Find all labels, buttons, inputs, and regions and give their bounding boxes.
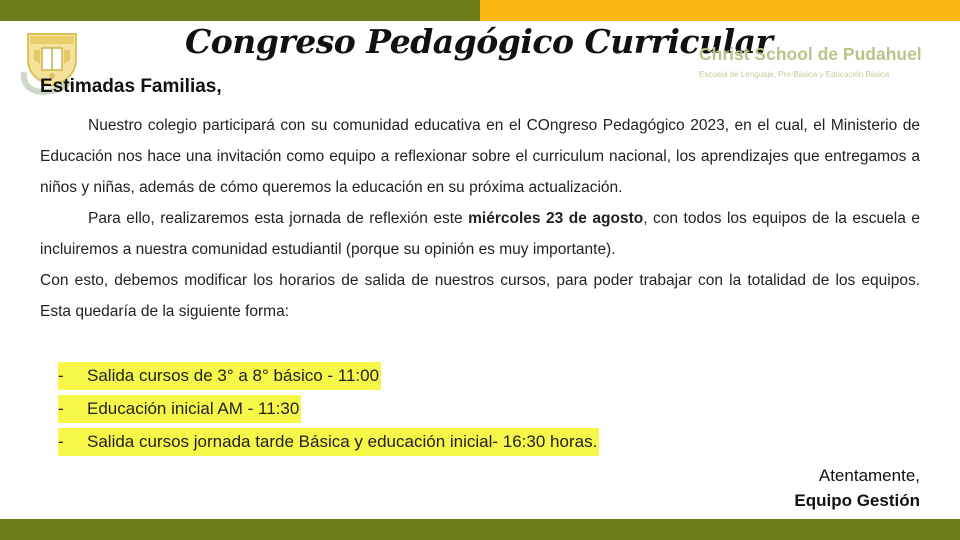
- schedule-item-text: Educación inicial AM - 11:30: [58, 395, 301, 423]
- schedule-item-text: Salida cursos de 3° a 8° básico - 11:00: [58, 362, 381, 390]
- event-date: miércoles 23 de agosto: [468, 210, 644, 227]
- signature-team: Equipo Gestión: [794, 491, 920, 510]
- schedule-item-text: Salida cursos jornada tarde Básica y educación inicial- 16:30 horas.: [58, 428, 599, 456]
- paragraph-date-text-1: Para ello, realizaremos esta jornada de reflexión este: [88, 210, 469, 227]
- paragraph-date-text-2: , con todos los equipos de la escuela e incluiremos a nuestra comunidad estudiantil (porque su opinión es muy importante).: [40, 210, 920, 258]
- letter-greeting: Estimadas Familias,: [40, 76, 222, 97]
- paragraph-schedule-intro: Con esto, debemos modificar los horarios de salida de nuestros cursos, para poder trabajar con la totalidad de los equipos. Esta quedaría de la siguiente forma:: [40, 272, 920, 320]
- paragraph-date: [40, 203, 920, 265]
- top-bar-yellow: [480, 0, 960, 21]
- bullet-dash: -: [58, 432, 64, 451]
- bullet-dash: -: [58, 366, 64, 385]
- letter-body: [40, 110, 920, 327]
- bullet-dash: -: [58, 399, 64, 418]
- schedule-list: [40, 362, 920, 461]
- page-title: Congreso Pedagógico Curricular: [185, 22, 773, 61]
- school-subtitle: Escuela de Lenguaje, Pre-Básica y Educación Básica: [699, 70, 890, 79]
- schedule-item: [40, 395, 920, 428]
- school-name-logo: Christ School de Pudahuel: [699, 44, 922, 64]
- top-bar-green: [0, 0, 480, 21]
- letter-closing: [794, 463, 920, 513]
- bottom-bar-green: [0, 519, 960, 540]
- closing-phrase: Atentamente,: [818, 466, 920, 485]
- paragraph-intro: Nuestro colegio participará con su comunidad educativa en el COngreso Pedagógico 2023, en el cual, el Ministerio de Educación nos hace una invitación como equipo a reflexionar sobre el curriculum nacional, los aprendizajes que entregamos a niños y niñas, además de cómo queremos la educación en su próxima actualización.: [40, 117, 920, 196]
- schedule-item: [40, 428, 920, 461]
- schedule-item: [40, 362, 920, 395]
